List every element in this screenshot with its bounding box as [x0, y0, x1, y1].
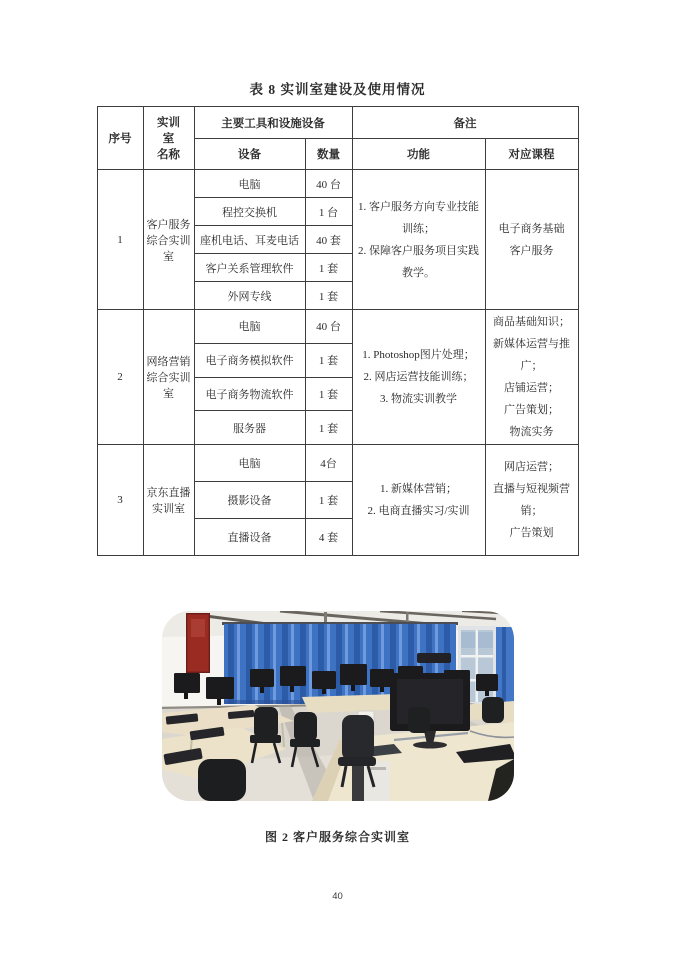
col-header-function: 功能	[352, 139, 485, 170]
table-row	[97, 445, 578, 482]
cell-equipment-qty: 1 套	[305, 411, 352, 445]
cell-equipment-qty: 1 台	[305, 198, 352, 226]
cell-equipment-name: 电子商务物流软件	[194, 377, 305, 411]
cell-equipment-name: 摄影设备	[194, 482, 305, 519]
cell-index: 2	[97, 310, 143, 445]
cell-equipment-name: 外网专线	[194, 282, 305, 310]
cell-function: 1. 新媒体营销； 2. 电商直播实习/实训	[352, 445, 485, 556]
cell-equipment-qty: 1 套	[305, 254, 352, 282]
cell-equipment-qty: 1 套	[305, 282, 352, 310]
cell-room: 网络营销综合实训室	[143, 310, 194, 445]
col-header-remarks-group: 备注	[352, 107, 578, 139]
table-title: 表 8 实训室建设及使用情况	[249, 82, 426, 97]
cell-equipment-qty: 1 套	[305, 377, 352, 411]
cell-room: 京东直播实训室	[143, 445, 194, 556]
cell-equipment-qty: 1 套	[305, 343, 352, 377]
cell-courses: 网店运营； 直播与短视频营销； 广告策划	[485, 445, 578, 556]
col-header-index: 序号	[97, 107, 143, 170]
cell-equipment-name: 电脑	[194, 310, 305, 344]
cell-equipment-qty: 40 台	[305, 170, 352, 198]
training-room-table	[97, 106, 579, 556]
col-header-equipment: 设备	[194, 139, 305, 170]
header-row-1	[97, 107, 578, 139]
cell-equipment-qty: 1 套	[305, 482, 352, 519]
cell-equipment-qty: 40 台	[305, 310, 352, 344]
cell-index: 1	[97, 170, 143, 310]
cell-equipment-name: 电脑	[194, 445, 305, 482]
door	[186, 613, 210, 673]
cell-index: 3	[97, 445, 143, 556]
cell-function: 1. 客户服务方向专业技能训练； 2. 保障客户服务项目实践教学。	[352, 170, 485, 310]
figure-caption: 图 2 客户服务综合实训室	[264, 830, 410, 844]
cell-function: 1. Photoshop图片处理； 2. 网店运营技能训练； 3. 物流实训教学	[352, 310, 485, 445]
col-header-courses: 对应课程	[485, 139, 578, 170]
col-header-tools-group: 主要工具和设施设备	[194, 107, 352, 139]
table-row	[97, 310, 578, 344]
cell-courses: 商品基础知识； 新媒体运营与推广； 店铺运营； 广告策划； 物流实务	[485, 310, 578, 445]
cell-equipment-name: 座机电话、耳麦电话	[194, 226, 305, 254]
cell-courses: 电子商务基础 客户服务	[485, 170, 578, 310]
page-number: 40	[332, 891, 343, 902]
cell-equipment-qty: 4台	[305, 445, 352, 482]
cell-equipment-name: 服务器	[194, 411, 305, 445]
cell-equipment-qty: 40 套	[305, 226, 352, 254]
cell-equipment-name: 直播设备	[194, 519, 305, 556]
cell-equipment-name: 客户关系管理软件	[194, 254, 305, 282]
table-row	[97, 170, 578, 198]
figure	[0, 611, 675, 845]
col-header-quantity: 数量	[305, 139, 352, 170]
cell-equipment-name: 电脑	[194, 170, 305, 198]
col-header-room: 实训 室 名称	[143, 107, 194, 170]
cell-room: 客户服务综合实训室	[143, 170, 194, 310]
cell-equipment-name: 电子商务模拟软件	[194, 343, 305, 377]
classroom-photo	[162, 611, 514, 801]
classroom-photo-illustration	[162, 611, 514, 801]
cell-equipment-qty: 4 套	[305, 519, 352, 556]
cell-equipment-name: 程控交换机	[194, 198, 305, 226]
